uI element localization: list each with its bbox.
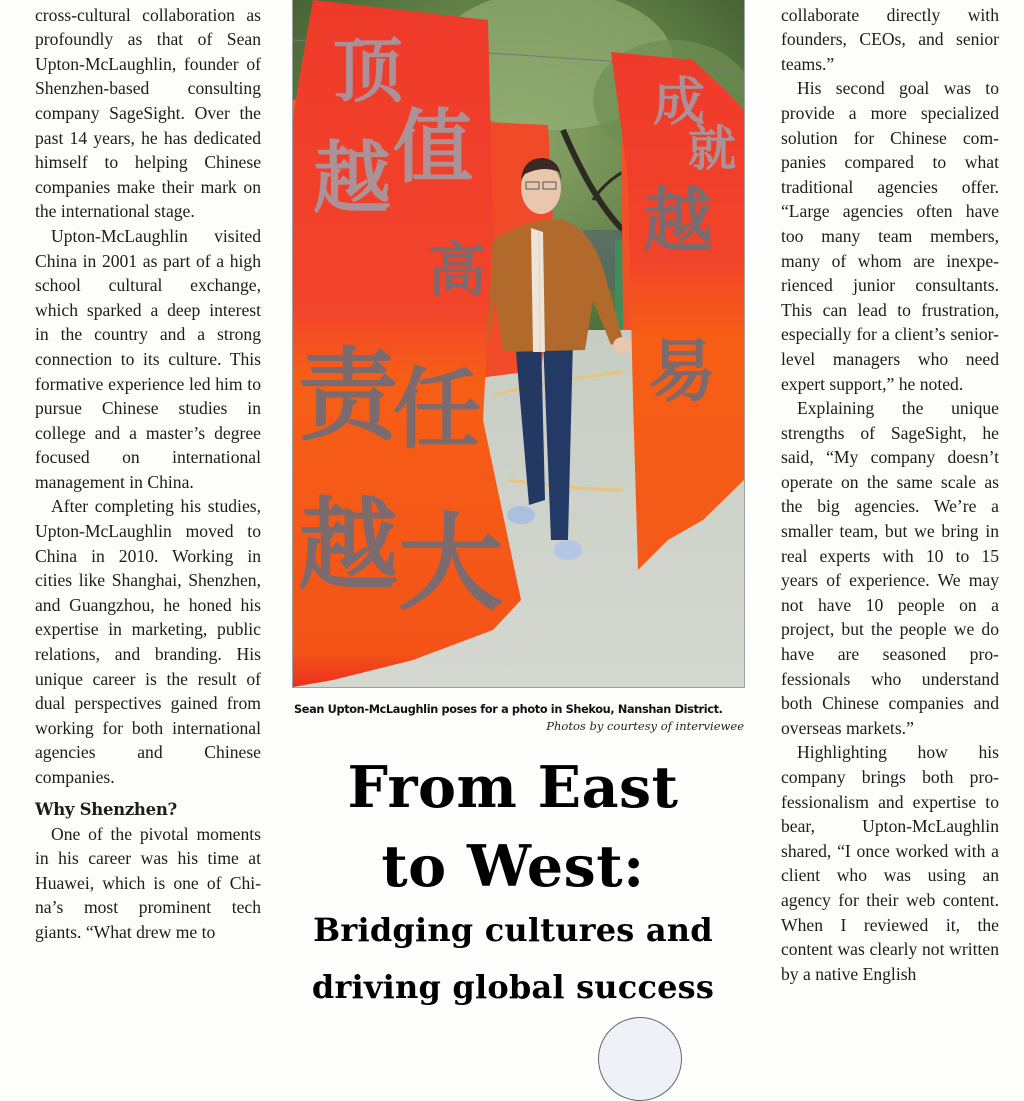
subheadline-line: Bridging cultures and [313, 911, 713, 949]
body-paragraph: His second goal was to provide a more specialized solution for Chinese companies compared to what traditional agencies offer. “Large agencies often have too many team members, many of whom are inexperienced junior consultants. This can lead to frustration, especially for a client’s senior-level managers who need expert support,” he noted. [781, 78, 999, 394]
body-paragraph: After completing his studies, Upton-McLaughlin moved to China in 2010. Working in cities like Shanghai, Shenzhen, and Guangzhou, he honed his expertise in marketing, public relations, and branding. His unique career is the result of dual perspectives gained from working for both international agencies and Chinese companies. [35, 496, 261, 787]
subheadline [290, 902, 736, 1016]
article-photo [292, 0, 745, 688]
body-paragraph: Upton-McLaughlin visited China in 2001 as part of a high school cultural exchange, which sparked a deep interest in the country and a strong connection to its culture. This formative experience led him to pursue Chinese studies in college and a master’s degree focused on international management in China. [35, 225, 261, 492]
circular-graphic [598, 1017, 682, 1101]
headline [290, 748, 736, 906]
calligraphy-char: 易 [648, 332, 717, 412]
calligraphy-char: 大 [398, 501, 504, 625]
body-paragraph: One of the pivotal moments in his career was his time at Huawei, which is one of China’s most prominent tech giants. “What drew me to [35, 823, 261, 942]
left-text-column [35, 0, 261, 945]
calligraphy-char: 越 [313, 133, 392, 224]
headline-line: to West: [381, 833, 645, 900]
photo-scene [293, 0, 744, 687]
calligraphy-char: 越 [643, 179, 713, 262]
body-paragraph: collaborate directly with founders, CEOs, and senior teams.” [781, 4, 999, 74]
headline-line: From East [347, 754, 679, 821]
calligraphy-char: 责 [298, 336, 398, 454]
body-paragraph: Explaining the unique strengths of SageSight, he said, “My company doesn’t operate on the same scale as the big agencies. We’re a smaller team, but we bring in real experts with 10 to 15 years of experience. We may not have 10 people on a project, but the people we do have are seasoned professionals who understand both Chinese companies and overseas markets.” [781, 398, 999, 738]
section-subheading: Why Shenzhen? [35, 799, 177, 819]
calligraphy-char: 成 [653, 72, 706, 133]
photo-caption: Sean Upton-McLaughlin poses for a photo in Shekou, Nanshan District. [294, 703, 723, 716]
calligraphy-char: 就 [688, 121, 737, 177]
calligraphy-char: 越 [298, 486, 398, 604]
body-paragraph: Highlighting how his company brings both professionalism and expertise to bear, Upton-McLaughlin shared, “I once worked with a client who was using an agency for their web content. When I reviewed it, the content was clearly not written by a native English [781, 742, 999, 984]
calligraphy-char: 高 [428, 236, 487, 304]
calligraphy-char: 任 [393, 357, 482, 461]
right-text-column [781, 0, 999, 986]
subheadline-line: driving global success [311, 968, 715, 1006]
calligraphy-char: 值 [393, 100, 473, 194]
photo-credit: Photos by courtesy of interviewee [546, 719, 744, 733]
calligraphy-char: 顶 [333, 29, 403, 112]
body-paragraph: cross-cultural collaboration as profoundly as that of Sean Upton-McLaughlin, founder of Shenzhen-based consulting company SageSight. Over the past 14 years, he has dedicated himself to helping Chinese companies make their mark on the international stage. [35, 4, 261, 222]
